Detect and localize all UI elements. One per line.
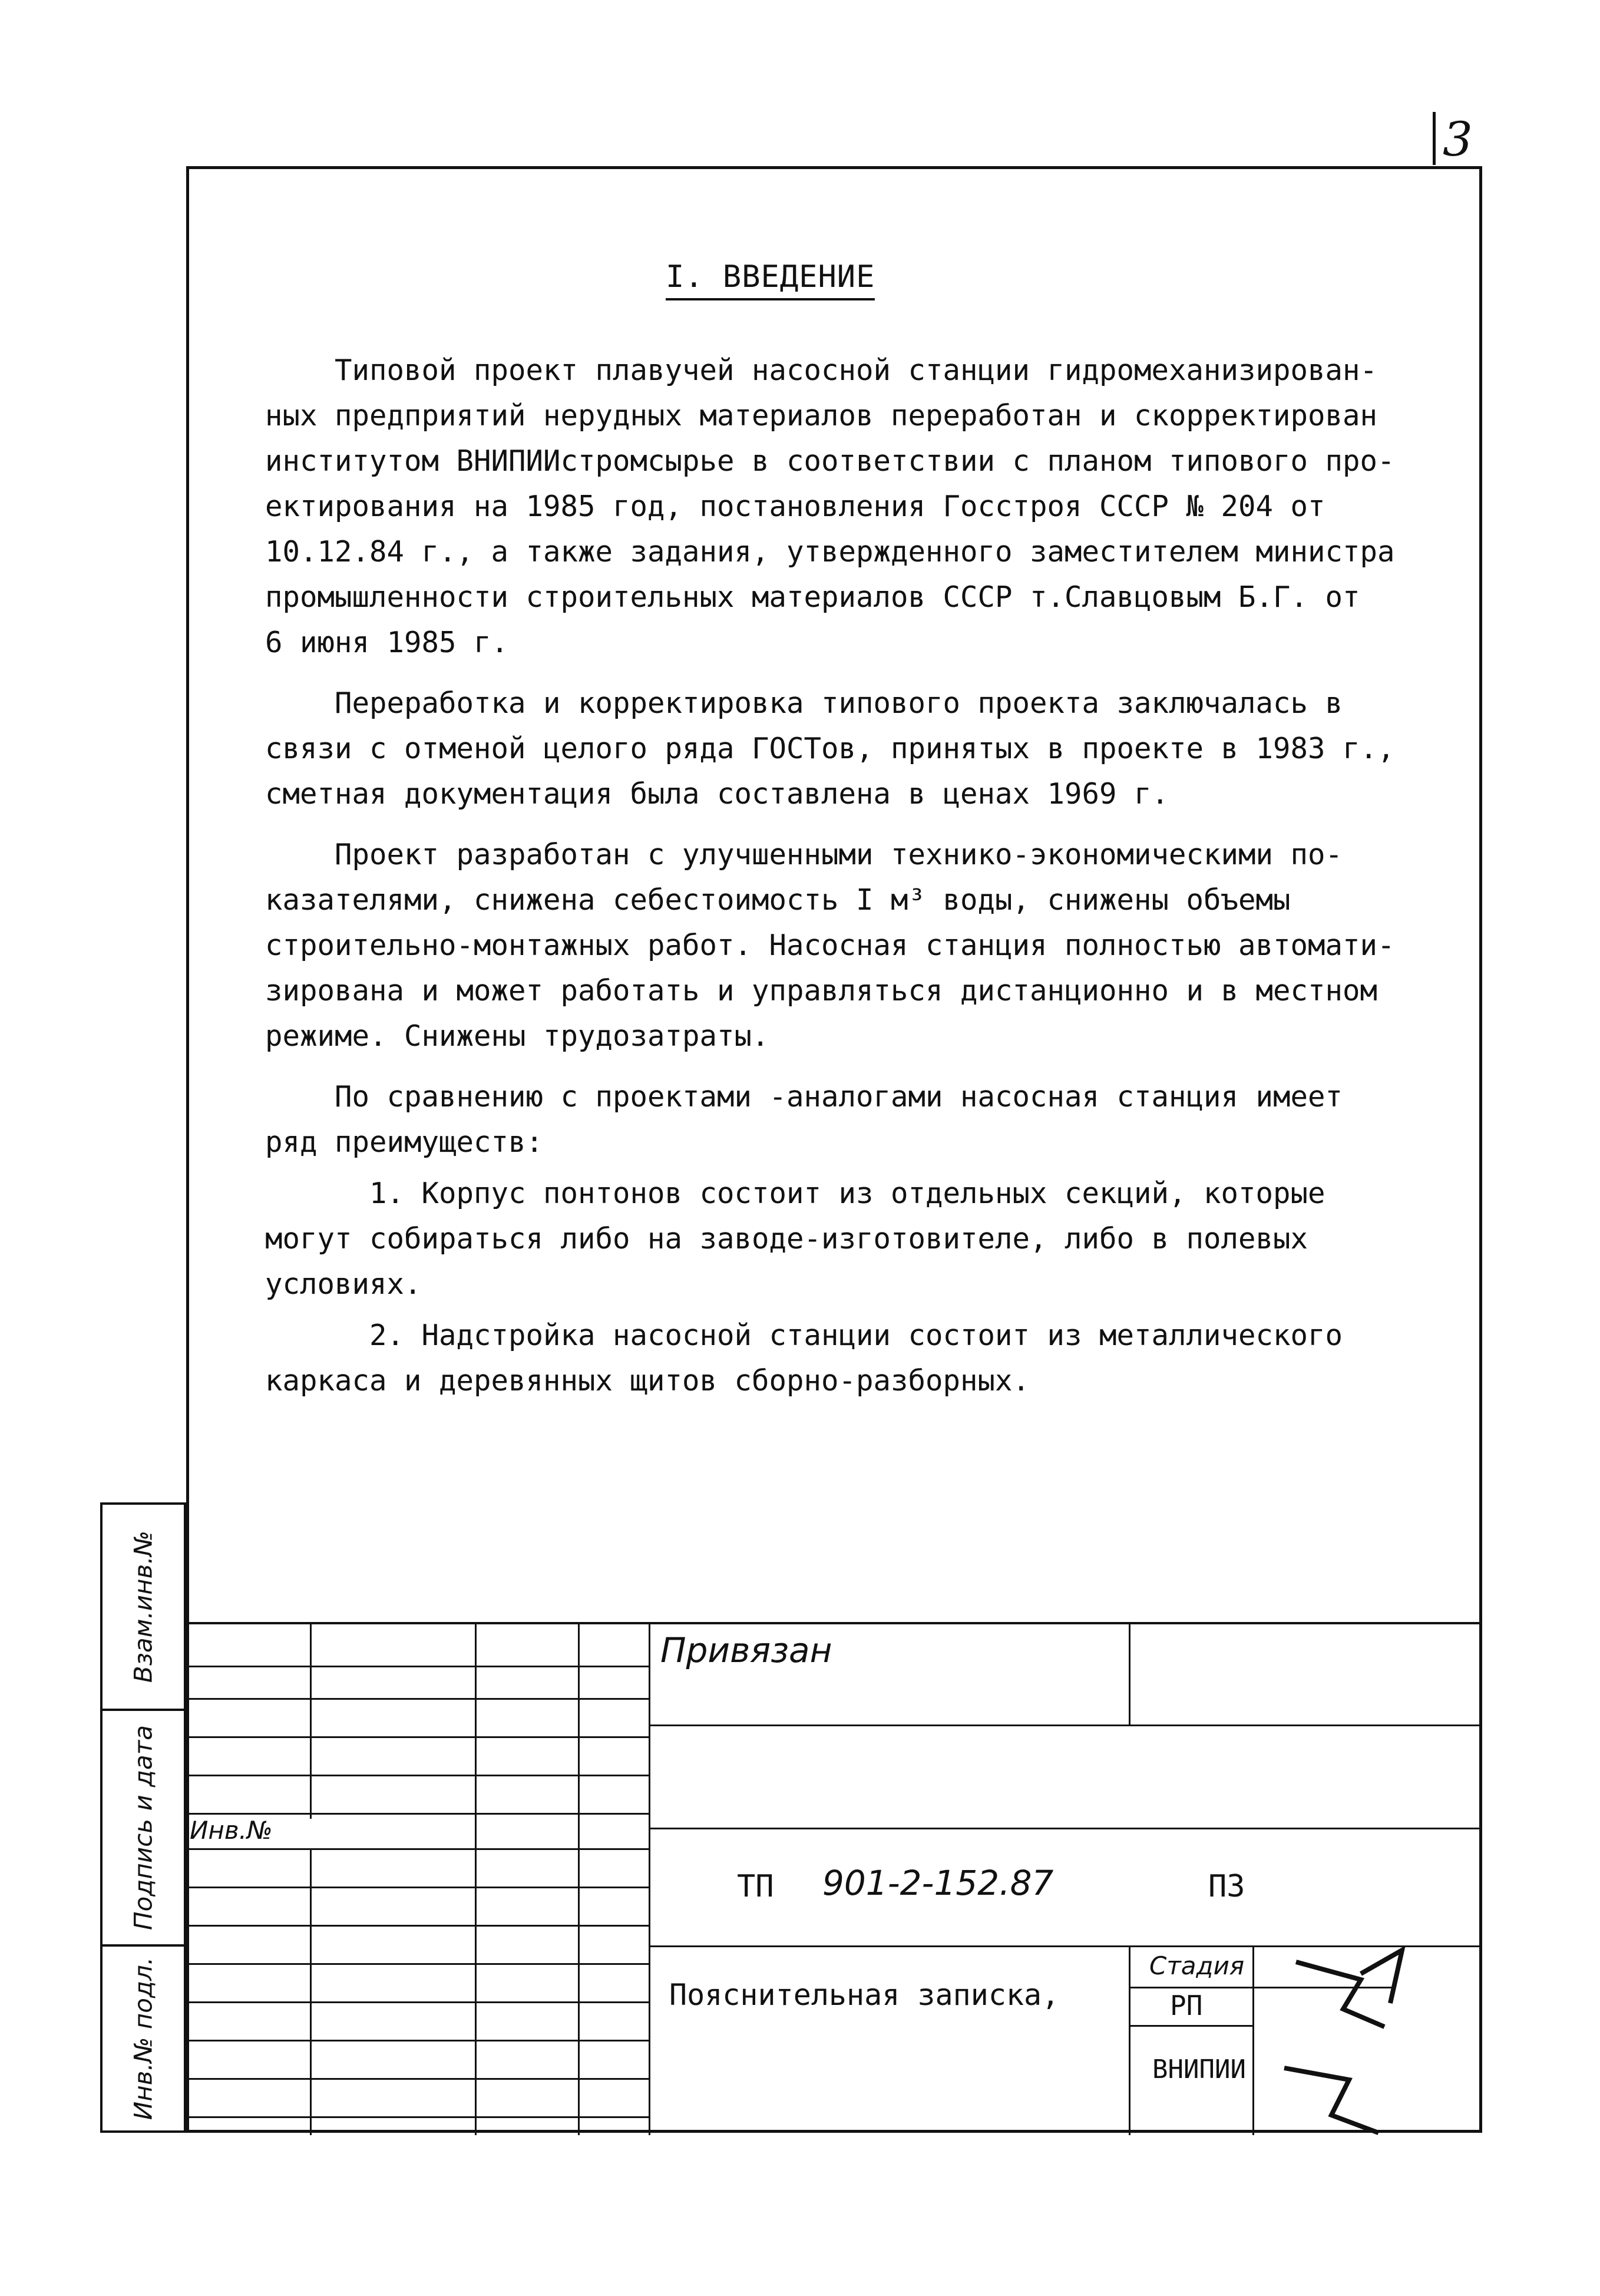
text-line: 1. Корпус понтонов состоит из отдельных секций, которые xyxy=(265,1177,1325,1210)
text-line: условиях. xyxy=(265,1267,422,1301)
strip-cell-original xyxy=(103,1947,184,2130)
strip-label-original: Инв.№ подл. xyxy=(128,1957,158,2120)
text-line: ряд преимуществ: xyxy=(265,1125,544,1159)
strip-label-signature: Подпись и дата xyxy=(128,1725,158,1930)
text-line: строительно-монтажных работ. Насосная станция полностью автомати- xyxy=(265,929,1395,962)
text-line: зирована и может работать и управляться дистанционно и в местном xyxy=(265,974,1378,1007)
text-line: связи с отменой целого ряда ГОСТов, принятых в проекте в 1983 г., xyxy=(265,732,1395,765)
text-line: Переработка и корректировка типового проекта заключалась в xyxy=(265,686,1343,720)
doc-prefix: ТП xyxy=(737,1869,774,1904)
doc-suffix: ПЗ xyxy=(1208,1869,1245,1904)
inventory-label: Инв.№ xyxy=(190,1816,273,1845)
text-line: промышленности строительных материалов СССР т.Славцовым Б.Г. от xyxy=(265,580,1360,614)
paragraph xyxy=(265,1171,1473,1307)
text-line: Проект разработан с улучшенными технико-экономическими по- xyxy=(265,838,1343,871)
text-line: сметная документация была составлена в ценах 1969 г. xyxy=(265,777,1169,811)
section-title: I. ВВЕДЕНИЕ xyxy=(666,259,875,300)
stage-label: Стадия xyxy=(1149,1951,1245,1980)
text-line: 6 июня 1985 г. xyxy=(265,626,509,659)
organization-name: ВНИПИИ xyxy=(1152,2054,1246,2084)
paragraph xyxy=(265,348,1473,665)
text-line: ных предприятий нерудных материалов переработан и скорректирован xyxy=(265,399,1378,432)
text-line: режиме. Снижены трудозатраты. xyxy=(265,1019,769,1053)
text-line: могут собираться либо на заводе-изготовителе, либо в полевых xyxy=(265,1222,1308,1256)
document-name: Пояснительная записка, xyxy=(669,1978,1060,2012)
paragraph xyxy=(265,680,1473,817)
text-line: 2. Надстройка насосной станции состоит из металлического xyxy=(265,1319,1343,1352)
strip-cell-signature xyxy=(103,1711,184,1947)
paragraph xyxy=(265,1074,1473,1165)
privyazan-label: Привязан xyxy=(660,1630,832,1670)
strip-label-replacement: Взам.инв.№ xyxy=(128,1530,158,1683)
text-line: институтом ВНИПИИстромсырье в соответствии с планом типового про- xyxy=(265,444,1395,478)
text-line: каркаса и деревянных щитов сборно-разборных. xyxy=(265,1364,1030,1398)
document-body xyxy=(265,348,1473,1403)
text-line: По сравнению с проектами -аналогами насосная станция имеет xyxy=(265,1080,1343,1114)
text-line: казателями, снижена себестоимость I м³ воды, снижены объемы xyxy=(265,883,1291,917)
paragraph xyxy=(265,832,1473,1059)
doc-code: 901-2-152.87 xyxy=(822,1863,1054,1903)
page-number: 3 xyxy=(1433,112,1490,165)
strip-cell-replacement xyxy=(103,1505,184,1711)
stage-value: РП xyxy=(1170,1990,1203,2021)
text-line: ектирования на 1985 год, постановления Госстроя СССР № 204 от xyxy=(265,490,1325,523)
paragraph xyxy=(265,1313,1473,1403)
text-line: 10.12.84 г., а также задания, утвержденного заместителем министра xyxy=(265,535,1395,569)
text-line: Типовой проект плавучей насосной станции гидромеханизирован- xyxy=(265,354,1378,387)
side-signature-strip xyxy=(100,1502,186,2133)
handwritten-mark-icon xyxy=(1272,1938,1461,2150)
